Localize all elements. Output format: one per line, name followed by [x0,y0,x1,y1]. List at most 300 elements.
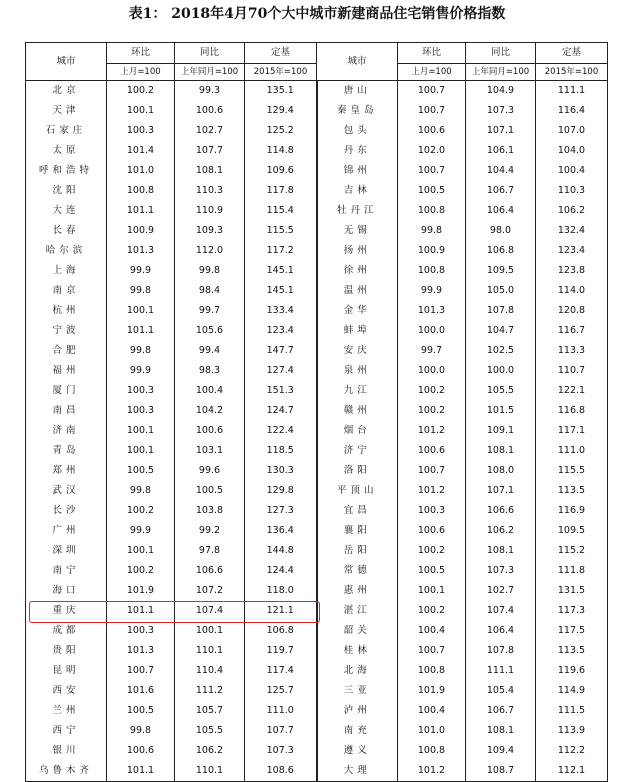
table-row [26,681,608,701]
base-cell: 122.1 [536,381,608,401]
city-cell: 青岛 [26,441,107,461]
subheader-mom-right: 上月=100 [398,64,466,81]
subheader-mom-left: 上月=100 [107,64,175,81]
yoy-cell: 104.9 [466,81,536,102]
yoy-cell: 106.6 [466,501,536,521]
header-city-left: 城市 [26,43,107,81]
yoy-cell: 107.2 [175,581,245,601]
mom-cell: 100.1 [107,421,175,441]
mom-cell: 100.9 [107,221,175,241]
city-cell: 长沙 [26,501,107,521]
base-cell: 123.4 [536,241,608,261]
city-cell: 大连 [26,201,107,221]
mom-cell: 101.1 [107,601,175,621]
yoy-cell: 111.1 [466,661,536,681]
city-cell: 丹东 [317,141,398,161]
base-cell: 132.4 [536,221,608,241]
mom-cell: 102.0 [398,141,466,161]
mom-cell: 100.8 [398,661,466,681]
city-cell: 南京 [26,281,107,301]
city-cell: 赣州 [317,401,398,421]
table-row [26,361,608,381]
mom-cell: 100.2 [107,501,175,521]
mom-cell: 99.9 [398,281,466,301]
yoy-cell: 106.2 [466,521,536,541]
base-cell: 109.6 [245,161,317,181]
yoy-cell: 111.2 [175,681,245,701]
mom-cell: 100.0 [398,361,466,381]
base-cell: 115.4 [245,201,317,221]
city-cell: 天津 [26,101,107,121]
mom-cell: 99.8 [398,221,466,241]
city-cell: 牡丹江 [317,201,398,221]
header-base-right: 定基 [536,43,608,64]
yoy-cell: 106.7 [466,701,536,721]
base-cell: 115.5 [245,221,317,241]
base-cell: 107.7 [245,721,317,741]
mom-cell: 100.3 [107,121,175,141]
yoy-cell: 102.7 [175,121,245,141]
base-cell: 119.6 [536,661,608,681]
base-cell: 119.7 [245,641,317,661]
yoy-cell: 98.0 [466,221,536,241]
city-cell: 北海 [317,661,398,681]
city-cell: 合肥 [26,341,107,361]
table-row [26,281,608,301]
base-cell: 117.3 [536,601,608,621]
table-body [26,81,608,782]
city-cell: 襄阳 [317,521,398,541]
yoy-cell: 108.1 [175,161,245,181]
yoy-cell: 105.5 [175,721,245,741]
city-cell: 大理 [317,761,398,782]
mom-cell: 100.5 [398,181,466,201]
city-cell: 平顶山 [317,481,398,501]
mom-cell: 100.7 [398,161,466,181]
city-cell: 岳阳 [317,541,398,561]
yoy-cell: 104.2 [175,401,245,421]
yoy-cell: 106.6 [175,561,245,581]
base-cell: 145.1 [245,261,317,281]
city-cell: 西安 [26,681,107,701]
base-cell: 111.0 [245,701,317,721]
mom-cell: 101.2 [398,481,466,501]
city-cell: 扬州 [317,241,398,261]
mom-cell: 101.9 [398,681,466,701]
mom-cell: 100.7 [398,461,466,481]
yoy-cell: 98.3 [175,361,245,381]
yoy-cell: 103.1 [175,441,245,461]
city-cell: 吉林 [317,181,398,201]
mom-cell: 99.7 [398,341,466,361]
table-row [26,181,608,201]
mom-cell: 100.3 [107,621,175,641]
yoy-cell: 107.1 [466,121,536,141]
city-cell: 泉州 [317,361,398,381]
yoy-cell: 106.4 [466,201,536,221]
base-cell: 115.5 [536,461,608,481]
table-row [26,421,608,441]
table-row [26,621,608,641]
table-row [26,101,608,121]
mom-cell: 100.4 [398,701,466,721]
table-row [26,221,608,241]
city-cell: 温州 [317,281,398,301]
mom-cell: 100.7 [398,641,466,661]
city-cell: 深圳 [26,541,107,561]
table-row [26,501,608,521]
mom-cell: 101.0 [398,721,466,741]
yoy-cell: 106.7 [466,181,536,201]
base-cell: 131.5 [536,581,608,601]
base-cell: 113.3 [536,341,608,361]
mom-cell: 100.7 [107,661,175,681]
mom-cell: 101.1 [107,761,175,782]
city-cell: 秦皇岛 [317,101,398,121]
yoy-cell: 97.8 [175,541,245,561]
yoy-cell: 109.1 [466,421,536,441]
base-cell: 111.5 [536,701,608,721]
mom-cell: 100.3 [107,381,175,401]
base-cell: 107.0 [536,121,608,141]
base-cell: 117.1 [536,421,608,441]
table-row [26,401,608,421]
city-cell: 呼和浩特 [26,161,107,181]
city-cell: 哈尔滨 [26,241,107,261]
mom-cell: 100.7 [398,81,466,102]
base-cell: 112.1 [536,761,608,782]
mom-cell: 100.2 [398,541,466,561]
yoy-cell: 107.1 [466,481,536,501]
yoy-cell: 100.4 [175,381,245,401]
base-cell: 125.2 [245,121,317,141]
table-row [26,721,608,741]
mom-cell: 99.8 [107,341,175,361]
yoy-cell: 99.7 [175,301,245,321]
yoy-cell: 99.6 [175,461,245,481]
base-cell: 129.8 [245,481,317,501]
mom-cell: 99.8 [107,481,175,501]
header-yoy-left: 同比 [175,43,245,64]
base-cell: 123.4 [245,321,317,341]
city-cell: 广州 [26,521,107,541]
city-cell: 济南 [26,421,107,441]
base-cell: 117.5 [536,621,608,641]
header-mom-left: 环比 [107,43,175,64]
base-cell: 110.3 [536,181,608,201]
city-cell: 徐州 [317,261,398,281]
table-row [26,581,608,601]
city-cell: 泸州 [317,701,398,721]
mom-cell: 100.1 [107,441,175,461]
city-cell: 锦州 [317,161,398,181]
city-cell: 无锡 [317,221,398,241]
city-cell: 济宁 [317,441,398,461]
yoy-cell: 106.4 [466,621,536,641]
mom-cell: 101.2 [398,761,466,782]
mom-cell: 100.7 [398,101,466,121]
yoy-cell: 112.0 [175,241,245,261]
base-cell: 118.5 [245,441,317,461]
yoy-cell: 107.4 [175,601,245,621]
subheader-yoy-right: 上年同月=100 [466,64,536,81]
base-cell: 100.4 [536,161,608,181]
mom-cell: 101.9 [107,581,175,601]
table-row [26,461,608,481]
city-cell: 银川 [26,741,107,761]
city-cell: 乌鲁木齐 [26,761,107,782]
base-cell: 113.5 [536,641,608,661]
mom-cell: 101.3 [107,241,175,261]
base-cell: 144.8 [245,541,317,561]
city-cell: 南宁 [26,561,107,581]
table-row [26,201,608,221]
table-row [26,261,608,281]
yoy-cell: 107.3 [466,561,536,581]
mom-cell: 100.2 [398,601,466,621]
city-cell: 九江 [317,381,398,401]
mom-cell: 99.9 [107,261,175,281]
base-cell: 108.6 [245,761,317,782]
yoy-cell: 108.0 [466,461,536,481]
base-cell: 111.8 [536,561,608,581]
city-cell: 成都 [26,621,107,641]
table-row [26,541,608,561]
base-cell: 113.9 [536,721,608,741]
table-row [26,641,608,661]
city-cell: 石家庄 [26,121,107,141]
table-row [26,741,608,761]
base-cell: 133.4 [245,301,317,321]
base-cell: 104.0 [536,141,608,161]
yoy-cell: 107.8 [466,641,536,661]
city-cell: 福州 [26,361,107,381]
city-cell: 太原 [26,141,107,161]
city-cell: 惠州 [317,581,398,601]
table-row [26,381,608,401]
base-cell: 114.8 [245,141,317,161]
mom-cell: 101.3 [107,641,175,661]
mom-cell: 99.8 [107,281,175,301]
mom-cell: 100.6 [398,521,466,541]
mom-cell: 100.6 [398,441,466,461]
mom-cell: 100.5 [398,561,466,581]
city-cell: 安庆 [317,341,398,361]
city-cell: 常德 [317,561,398,581]
mom-cell: 101.3 [398,301,466,321]
base-cell: 106.8 [245,621,317,641]
city-cell: 长春 [26,221,107,241]
base-cell: 109.5 [536,521,608,541]
table-row [26,601,608,621]
table-row [26,661,608,681]
header-base-left: 定基 [245,43,317,64]
base-cell: 110.7 [536,361,608,381]
city-cell: 三亚 [317,681,398,701]
mom-cell: 100.6 [107,741,175,761]
base-cell: 127.3 [245,501,317,521]
mom-cell: 100.8 [398,741,466,761]
city-cell: 武汉 [26,481,107,501]
yoy-cell: 105.4 [466,681,536,701]
base-cell: 124.7 [245,401,317,421]
base-cell: 116.9 [536,501,608,521]
base-cell: 135.1 [245,81,317,102]
city-cell: 南充 [317,721,398,741]
mom-cell: 100.8 [398,201,466,221]
table-row [26,161,608,181]
yoy-cell: 110.9 [175,201,245,221]
table-row [26,301,608,321]
yoy-cell: 106.2 [175,741,245,761]
base-cell: 118.0 [245,581,317,601]
yoy-cell: 104.4 [466,161,536,181]
base-cell: 129.4 [245,101,317,121]
city-cell: 沈阳 [26,181,107,201]
city-cell: 宁波 [26,321,107,341]
mom-cell: 100.9 [398,241,466,261]
table-row [26,341,608,361]
yoy-cell: 102.5 [466,341,536,361]
yoy-cell: 108.1 [466,541,536,561]
mom-cell: 99.8 [107,721,175,741]
subheader-yoy-left: 上年同月=100 [175,64,245,81]
yoy-cell: 100.1 [175,621,245,641]
table-row [26,481,608,501]
yoy-cell: 108.1 [466,721,536,741]
city-cell: 烟台 [317,421,398,441]
city-cell: 桂林 [317,641,398,661]
mom-cell: 100.1 [398,581,466,601]
base-cell: 127.4 [245,361,317,381]
base-cell: 124.4 [245,561,317,581]
base-cell: 147.7 [245,341,317,361]
yoy-cell: 107.3 [466,101,536,121]
city-cell: 蚌埠 [317,321,398,341]
header-city-right: 城市 [317,43,398,81]
mom-cell: 101.1 [107,321,175,341]
mom-cell: 100.6 [398,121,466,141]
city-cell: 郑州 [26,461,107,481]
base-cell: 116.8 [536,401,608,421]
table-row [26,761,608,782]
yoy-cell: 110.3 [175,181,245,201]
base-cell: 115.2 [536,541,608,561]
mom-cell: 99.9 [107,361,175,381]
mom-cell: 100.3 [398,501,466,521]
header-mom-right: 环比 [398,43,466,64]
base-cell: 136.4 [245,521,317,541]
base-cell: 111.1 [536,81,608,102]
yoy-cell: 100.6 [175,421,245,441]
base-cell: 114.9 [536,681,608,701]
city-cell: 韶关 [317,621,398,641]
base-cell: 130.3 [245,461,317,481]
yoy-cell: 107.7 [175,141,245,161]
subheader-base-right: 2015年=100 [536,64,608,81]
mom-cell: 99.9 [107,521,175,541]
mom-cell: 101.1 [107,201,175,221]
city-cell: 海口 [26,581,107,601]
base-cell: 116.4 [536,101,608,121]
yoy-cell: 98.4 [175,281,245,301]
yoy-cell: 107.8 [466,301,536,321]
mom-cell: 101.6 [107,681,175,701]
yoy-cell: 108.1 [466,441,536,461]
city-cell: 南昌 [26,401,107,421]
base-cell: 116.7 [536,321,608,341]
yoy-cell: 105.0 [466,281,536,301]
city-cell: 昆明 [26,661,107,681]
base-cell: 117.8 [245,181,317,201]
table-row [26,81,608,102]
base-cell: 117.4 [245,661,317,681]
table-row [26,321,608,341]
mom-cell: 101.0 [107,161,175,181]
yoy-cell: 107.4 [466,601,536,621]
table-row [26,121,608,141]
yoy-cell: 109.3 [175,221,245,241]
city-cell: 上海 [26,261,107,281]
city-cell: 宜昌 [317,501,398,521]
mom-cell: 101.4 [107,141,175,161]
mom-cell: 100.3 [107,401,175,421]
yoy-cell: 105.5 [466,381,536,401]
table-row [26,141,608,161]
mom-cell: 100.4 [398,621,466,641]
yoy-cell: 106.1 [466,141,536,161]
mom-cell: 100.2 [398,401,466,421]
yoy-cell: 109.5 [466,261,536,281]
base-cell: 111.0 [536,441,608,461]
base-cell: 114.0 [536,281,608,301]
yoy-cell: 99.4 [175,341,245,361]
mom-cell: 100.1 [107,541,175,561]
base-cell: 125.7 [245,681,317,701]
mom-cell: 100.2 [107,561,175,581]
base-cell: 121.1 [245,601,317,621]
city-cell: 西宁 [26,721,107,741]
yoy-cell: 99.2 [175,521,245,541]
base-cell: 123.8 [536,261,608,281]
price-index-table [25,42,608,782]
table-row [26,521,608,541]
mom-cell: 100.1 [107,301,175,321]
base-cell: 151.3 [245,381,317,401]
yoy-cell: 110.1 [175,641,245,661]
base-cell: 122.4 [245,421,317,441]
base-cell: 120.8 [536,301,608,321]
yoy-cell: 100.6 [175,101,245,121]
yoy-cell: 110.1 [175,761,245,782]
yoy-cell: 110.4 [175,661,245,681]
table-row [26,561,608,581]
base-cell: 106.2 [536,201,608,221]
mom-cell: 100.2 [398,381,466,401]
yoy-cell: 105.7 [175,701,245,721]
mom-cell: 100.1 [107,101,175,121]
city-cell: 包头 [317,121,398,141]
city-cell: 金华 [317,301,398,321]
city-cell: 唐山 [317,81,398,102]
table-row [26,441,608,461]
yoy-cell: 101.5 [466,401,536,421]
mom-cell: 100.8 [398,261,466,281]
mom-cell: 100.8 [107,181,175,201]
yoy-cell: 105.6 [175,321,245,341]
city-cell: 厦门 [26,381,107,401]
base-cell: 107.3 [245,741,317,761]
